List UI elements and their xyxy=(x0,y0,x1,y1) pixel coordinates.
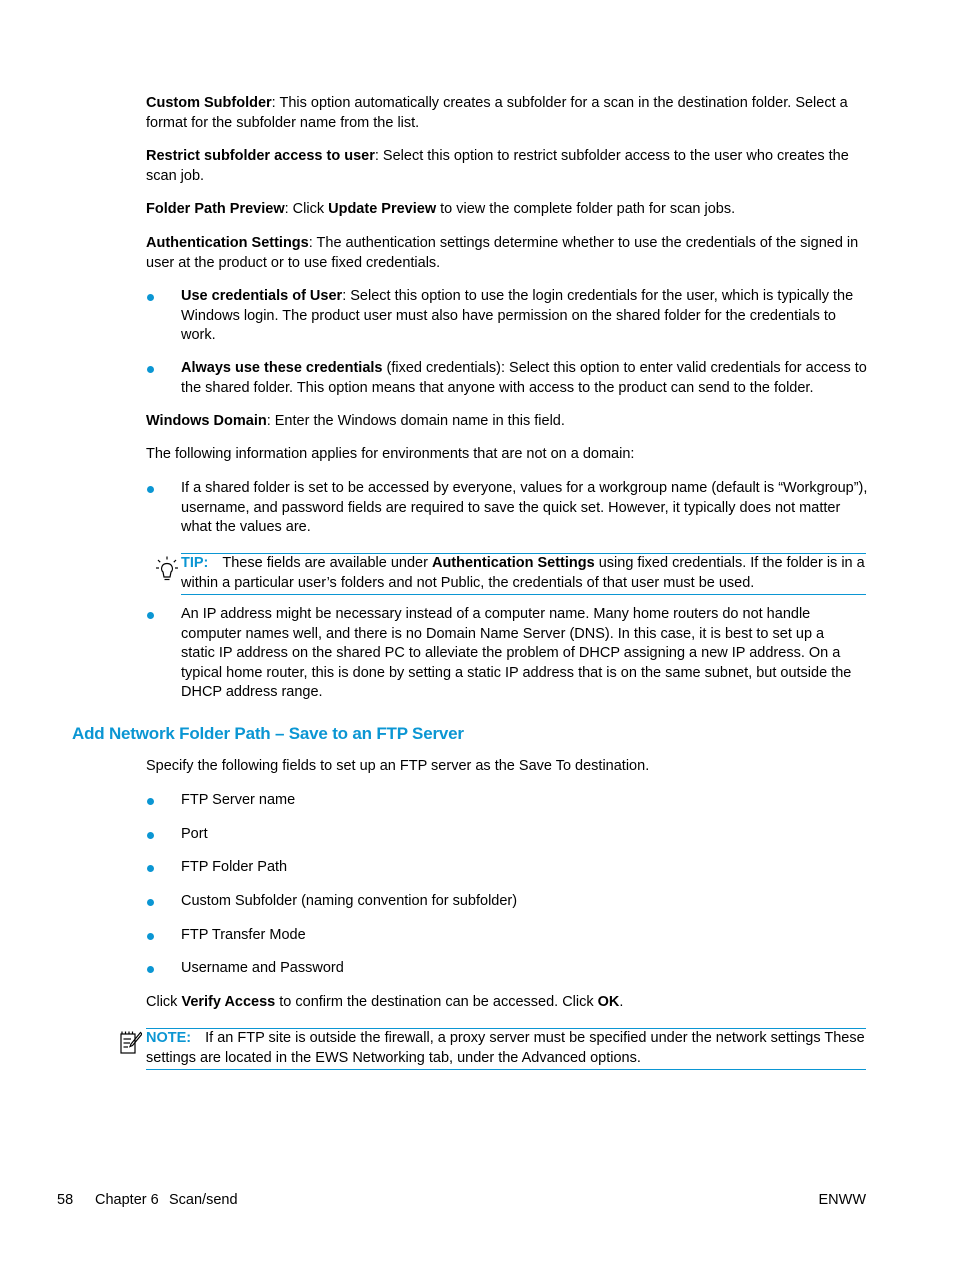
term: Update Preview xyxy=(328,201,437,217)
term: Always use these credentials xyxy=(181,360,383,376)
description: Click xyxy=(146,994,182,1010)
bullet-icon xyxy=(147,899,154,906)
term: OK xyxy=(597,994,620,1010)
tip-callout xyxy=(181,553,866,595)
tip-label: TIP: xyxy=(181,555,209,571)
description: . xyxy=(619,994,624,1010)
section-heading: Add Network Folder Path – Save to an FTP Server xyxy=(72,724,464,743)
description: to confirm the destination can be accessed. Click xyxy=(275,994,598,1010)
description: (fixed credentials): Select this option to enter valid credentials for access to the shared folder. This option means that anyone with access to the product can send to the folder. xyxy=(181,360,867,396)
list-item xyxy=(181,287,871,346)
description: : Select this option to restrict subfolder access to the user who creates the scan job. xyxy=(146,148,849,184)
authentication-settings-paragraph xyxy=(146,234,870,273)
term: Authentication Settings xyxy=(146,235,309,251)
note-callout xyxy=(146,1028,866,1070)
bullet-icon xyxy=(147,366,154,373)
closing-paragraph xyxy=(146,993,870,1013)
list-item: An IP address might be necessary instead of a computer name. Many home routers do not handle computer names well, and there is no Domain Name Server (DNS). In this case, it is best to set up a static IP address on the shared PC to alleviate the problem of DHCP assigning a new IP address. On a typical home router, this is done by setting a static IP address that is on the same subnet, but outside the DHCP address range. xyxy=(181,606,852,700)
description: : This option automatically creates a subfolder for a scan in the destination folder. Select a format for the subfolder name from the list. xyxy=(146,95,848,131)
bullet-icon xyxy=(147,612,154,619)
note-text: If an FTP site is outside the firewall, a proxy server must be specified under the network settings These settings are located in the EWS Networking tab, under the Advanced options. xyxy=(146,1030,865,1066)
lightbulb-icon xyxy=(156,556,178,586)
description: : Click xyxy=(284,201,329,217)
section-intro: Specify the following fields to set up an FTP server as the Save To destination. xyxy=(146,758,650,774)
term: Authentication Settings xyxy=(431,555,595,571)
footer-code: ENWW xyxy=(818,1192,866,1208)
list-item xyxy=(181,359,871,398)
list-item: If a shared folder is set to be accessed by everyone, values for a workgroup name (default is “Workgroup”), username, and password fields are required to save the quick set. However, it typically does not matter what the values are. xyxy=(181,480,868,535)
term: Folder Path Preview xyxy=(146,201,285,217)
list-item: Username and Password xyxy=(181,960,344,976)
list-item: FTP Transfer Mode xyxy=(181,927,306,943)
bullet-icon xyxy=(147,832,154,839)
chapter-title: Scan/send xyxy=(169,1192,238,1208)
description: to view the complete folder path for scan jobs. xyxy=(436,201,736,217)
bullet-icon xyxy=(147,933,154,940)
description: : Select this option to use the login credentials for the user, which is typically the Windows login. The product user must also have permission on the shared folder for the credentials to work. xyxy=(181,288,854,343)
folder-path-preview-paragraph xyxy=(146,200,870,220)
term: Use credentials of User xyxy=(181,288,343,304)
page-number: 58 xyxy=(57,1192,74,1208)
restrict-subfolder-paragraph xyxy=(146,147,870,186)
custom-subfolder-paragraph xyxy=(146,94,870,133)
bullet-icon xyxy=(147,294,154,301)
bullet-icon xyxy=(147,486,154,493)
term: Verify Access xyxy=(181,994,276,1010)
description: : The authentication settings determine whether to use the credentials of the signed in user at the product or to use fixed credentials. xyxy=(146,235,859,271)
note-pencil-icon xyxy=(120,1031,142,1059)
not-on-domain-paragraph: The following information applies for environments that are not on a domain: xyxy=(146,446,635,462)
bullet-icon xyxy=(147,966,154,973)
term: Restrict subfolder access to user xyxy=(146,148,375,164)
list-item: Port xyxy=(181,826,208,842)
list-item: FTP Folder Path xyxy=(181,859,288,875)
chapter-label: Chapter 6 xyxy=(95,1192,159,1208)
list-item: FTP Server name xyxy=(181,792,296,808)
tip-text: using fixed credentials. If the folder is in a within a particular user’s folders and not Public, the credentials of that user must be used. xyxy=(181,555,865,591)
note-label: NOTE: xyxy=(146,1030,192,1046)
bullet-icon xyxy=(147,798,154,805)
list-item: Custom Subfolder (naming convention for subfolder) xyxy=(181,893,518,909)
tip-text: These fields are available under xyxy=(222,555,432,571)
description: : Enter the Windows domain name in this field. xyxy=(266,413,565,429)
term: Custom Subfolder xyxy=(146,95,272,111)
bullet-icon xyxy=(147,865,154,872)
windows-domain-paragraph xyxy=(146,412,870,432)
term: Windows Domain xyxy=(146,413,267,429)
